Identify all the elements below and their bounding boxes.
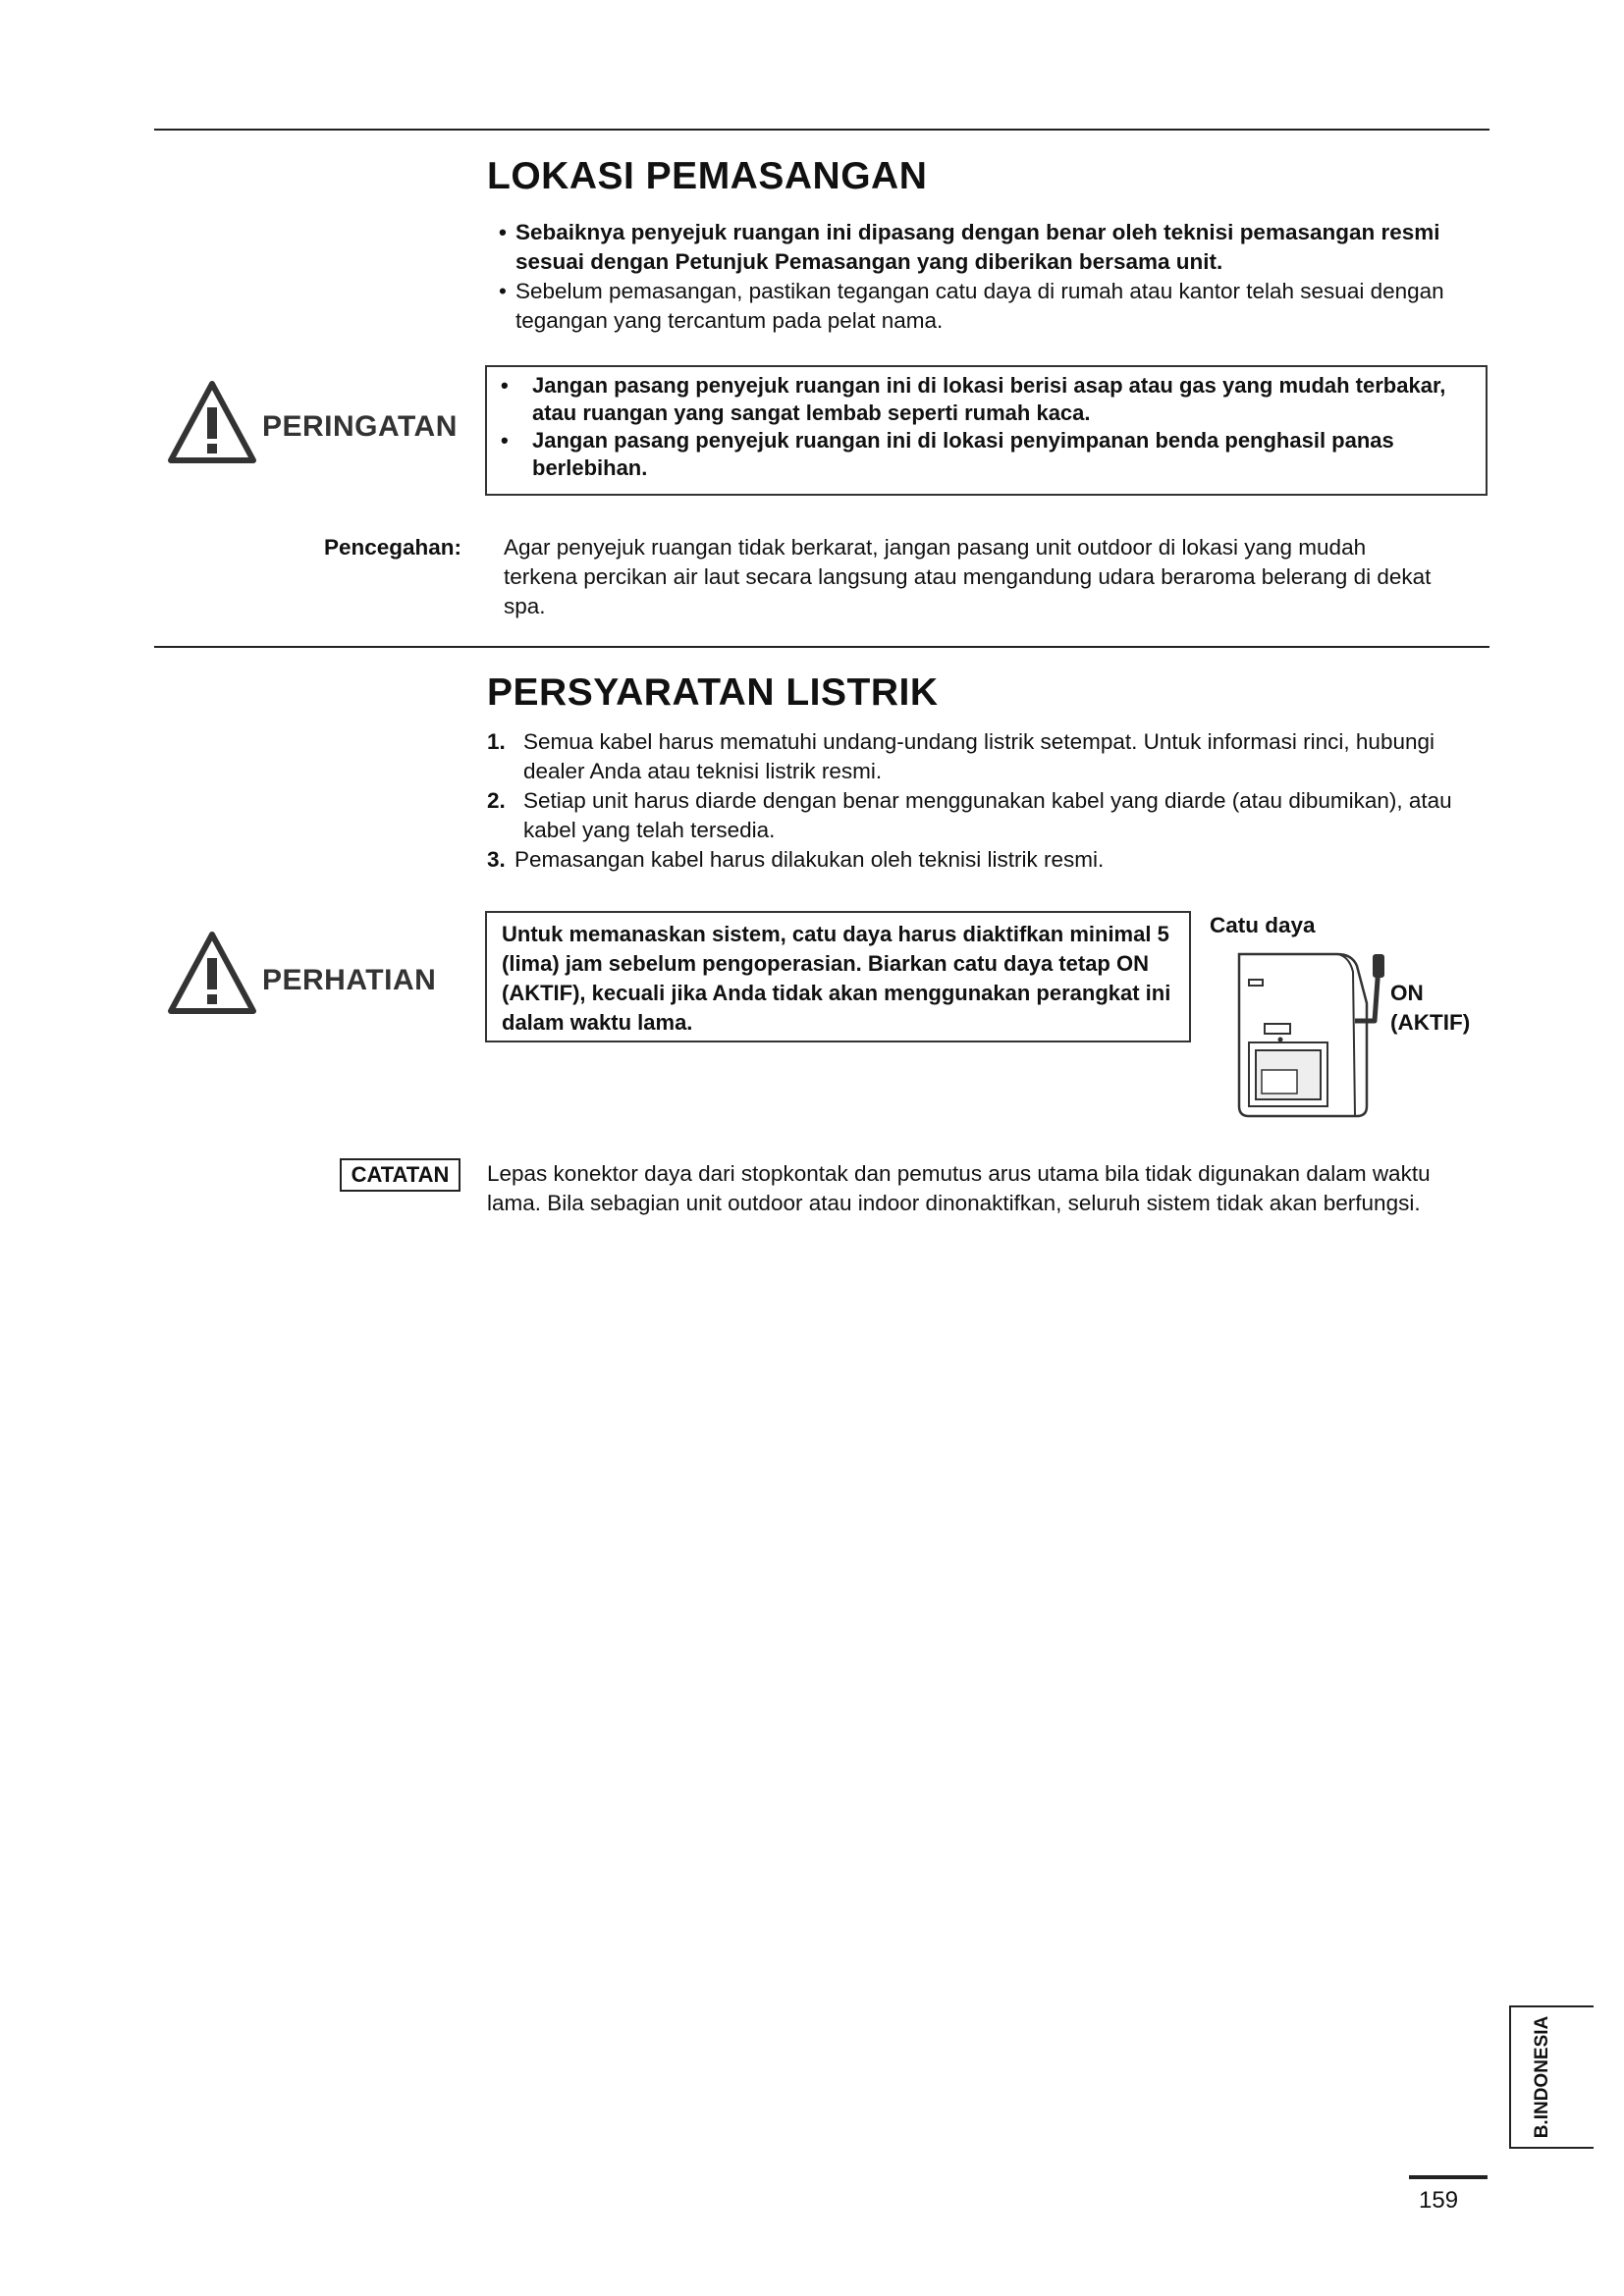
note-label: CATATAN [340,1158,460,1192]
warning-label: PERINGATAN [262,410,458,443]
language-tab-label: B.INDONESIA [1532,2015,1552,2139]
switch-aktif-label: (AKTIF) [1390,1010,1471,1035]
caution-text: Untuk memanaskan sistem, catu daya harus diaktifkan minimal 5 (lima) jam sebelum pengoperasian. Biarkan catu daya tetap ON (AKTIF), kecuali jika Anda tidak akan menggunakan perangkat ini dalam waktu lama. [502,922,1171,1035]
requirements-list [487,727,1492,875]
prevention-label: Pencegahan: [324,535,462,560]
caution-label: PERHATIAN [262,964,437,996]
list-item: 3. Pemasangan kabel harus dilakukan oleh teknisi listrik resmi. [487,847,1105,872]
language-tab [1509,2005,1594,2149]
figure-caption: Catu daya [1210,913,1316,937]
prevention-text: Agar penyejuk ruangan tidak berkarat, jangan pasang unit outdoor di lokasi yang mudah terkena percikan air laut secara langsung atau mengandung udara beraroma belerang di dekat spa. [504,535,1432,618]
list-item: 1. Semua kabel harus mematuhi undang-undang listrik setempat. Untuk informasi rinci, hubungi dealer Anda atau teknisi listrik resmi. [487,729,1435,783]
warning-triangle-icon [167,378,257,464]
list-item: 2. Setiap unit harus diarde dengan benar menggunakan kabel yang diarde (atau dibumikan), atau kabel yang telah tersedia. [487,788,1452,842]
power-switch-illustration [1229,944,1391,1126]
switch-on-label: ON [1390,981,1424,1005]
warning-box [485,365,1488,496]
caution-triangle-icon [167,929,257,1015]
section-title-lokasi: LOKASI PEMASANGAN [487,155,928,197]
warning-item: • Jangan pasang penyejuk ruangan ini di lokasi penyimpanan benda penghasil panas berlebihan. [501,427,1463,482]
bullet-item: • Sebaiknya penyejuk ruangan ini dipasang dengan benar oleh teknisi pemasangan resmi sesuai dengan Petunjuk Pemasangan yang diberikan bersama unit. [499,218,1492,277]
note-text: Lepas konektor daya dari stopkontak dan pemutus arus utama bila tidak digunakan dalam waktu lama. Bila sebagian unit outdoor atau indoor dinonaktifkan, seluruh sistem tidak akan berfungsi. [487,1161,1431,1215]
section1-intro [499,218,1492,336]
bullet-item: • Sebelum pemasangan, pastikan tegangan catu daya di rumah atau kantor telah sesuai dengan tegangan yang tercantum pada pelat nama. [499,277,1492,336]
section-rule [154,646,1489,648]
page-number-rule [1409,2175,1488,2179]
top-rule [154,129,1489,131]
caution-box [485,911,1191,1042]
page-number: 159 [1419,2187,1459,2214]
section-title-listrik: PERSYARATAN LISTRIK [487,671,939,714]
warning-item: • Jangan pasang penyejuk ruangan ini di lokasi berisi asap atau gas yang mudah terbakar, atau ruangan yang sangat lembab seperti rumah kaca. [501,372,1463,427]
